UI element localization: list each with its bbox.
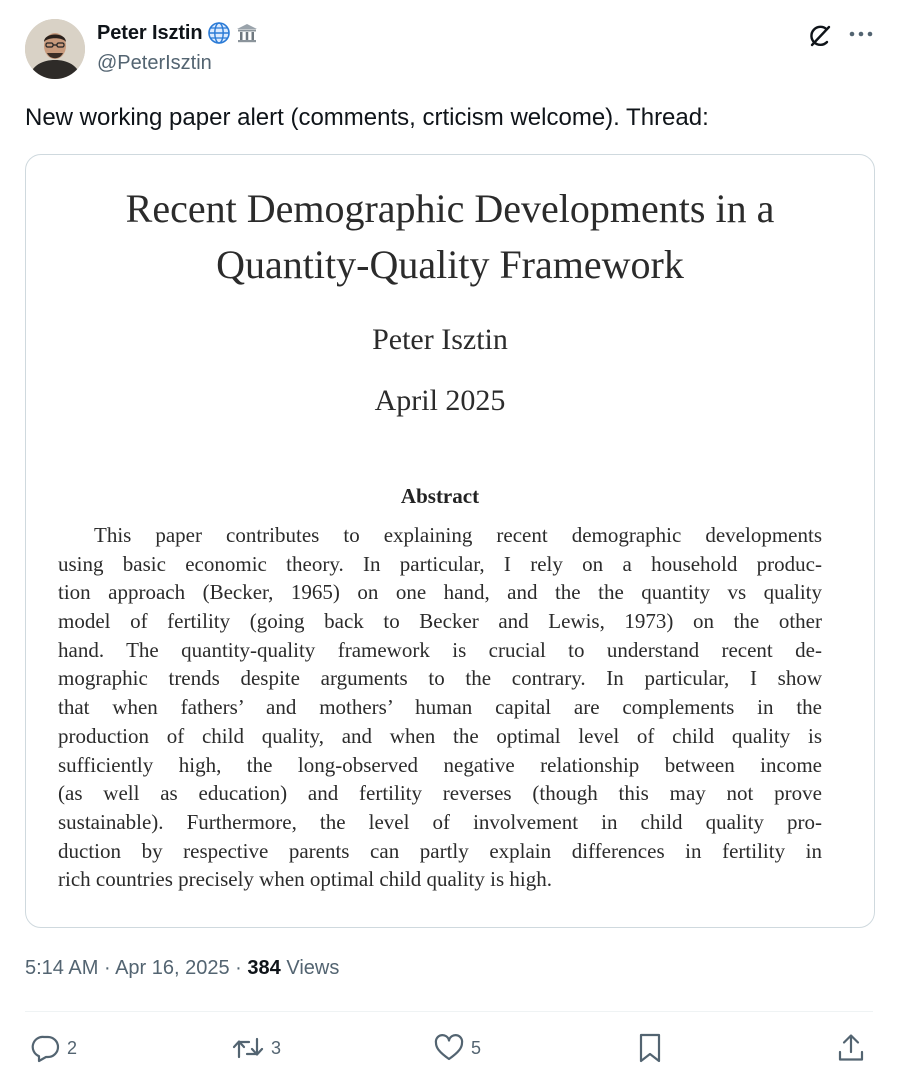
abstract-line: mographic trends despite arguments to the contrary. In particular, I show: [58, 666, 822, 691]
avatar-photo: [25, 19, 85, 79]
abstract-line: hand. The quantity-quality framework is crucial to understand recent de-: [58, 637, 822, 662]
abstract-line: sustainable). Furthermore, the level of involvement in child quality pro-: [58, 809, 822, 834]
meta-separator: ·: [235, 957, 242, 979]
post-meta: [25, 957, 339, 980]
author-handle[interactable]: @PeterIsztin: [97, 52, 212, 74]
divider: [25, 1011, 873, 1012]
abstract-line: that when fathers’ and mothers’ human capital are complements in the: [58, 695, 822, 720]
avatar[interactable]: [25, 19, 85, 79]
abstract-line: rich countries precisely when optimal child quality is high.: [58, 867, 552, 892]
share-button[interactable]: [836, 1032, 866, 1064]
paper-date: April 2025: [374, 384, 506, 417]
paper-author: Peter Isztin: [372, 323, 508, 356]
institution-icon: [235, 21, 259, 45]
abstract-line: production of child quality, and when the optimal level of child quality is: [58, 723, 822, 748]
like-button[interactable]: [433, 1032, 481, 1064]
globe-icon: [207, 21, 231, 45]
views-label: Views: [286, 957, 340, 979]
reply-button[interactable]: [31, 1032, 77, 1064]
author-display-name[interactable]: Peter Isztin: [97, 21, 203, 44]
abstract-line: This paper contributes to explaining recent demographic developments: [94, 523, 822, 547]
paper-abstract-heading: Abstract: [400, 484, 480, 508]
post-text: New working paper alert (comments, crticism welcome). Thread:: [25, 104, 709, 131]
abstract-line: (as well as education) and fertility reverses (though this may not prove: [58, 781, 822, 806]
post-image[interactable]: [25, 154, 875, 928]
abstract-line: using basic economic theory. In particular, I rely on a household produc-: [58, 551, 822, 576]
paper-page: [26, 155, 874, 927]
bookmark-icon: [636, 1032, 664, 1064]
paper-title: [26, 181, 874, 293]
author-name-row: [97, 21, 259, 45]
paper-title-line: Recent Demographic Developments in a: [125, 186, 775, 231]
reply-count: 2: [67, 1037, 78, 1058]
share-icon: [836, 1032, 866, 1064]
views-count: 384: [247, 957, 281, 979]
abstract-line: sufficiently high, the long-observed negative relationship between income: [58, 752, 822, 777]
grok-icon[interactable]: [806, 22, 834, 50]
abstract-line: duction by respective parents can partly explain differences in fertility in: [58, 838, 822, 863]
heart-icon: [433, 1033, 465, 1063]
abstract-line: model of fertility (going back to Becker and Lewis, 1973) on the other: [58, 609, 822, 634]
more-icon[interactable]: [846, 22, 876, 46]
abstract-line: tion approach (Becker, 1965) on one hand, and the the quantity vs quality: [58, 580, 822, 605]
repost-button[interactable]: [231, 1032, 281, 1064]
paper-abstract: [58, 521, 822, 894]
like-count: 5: [471, 1037, 482, 1058]
paper-title-line: Quantity-Quality Framework: [216, 242, 684, 287]
repost-icon: [231, 1033, 265, 1063]
repost-count: 3: [271, 1037, 282, 1058]
post-time[interactable]: 5:14 AM: [25, 957, 99, 979]
bookmark-button[interactable]: [636, 1032, 664, 1064]
post-date[interactable]: Apr 16, 2025: [115, 957, 230, 979]
meta-separator: ·: [103, 957, 111, 979]
reply-icon: [31, 1033, 61, 1063]
